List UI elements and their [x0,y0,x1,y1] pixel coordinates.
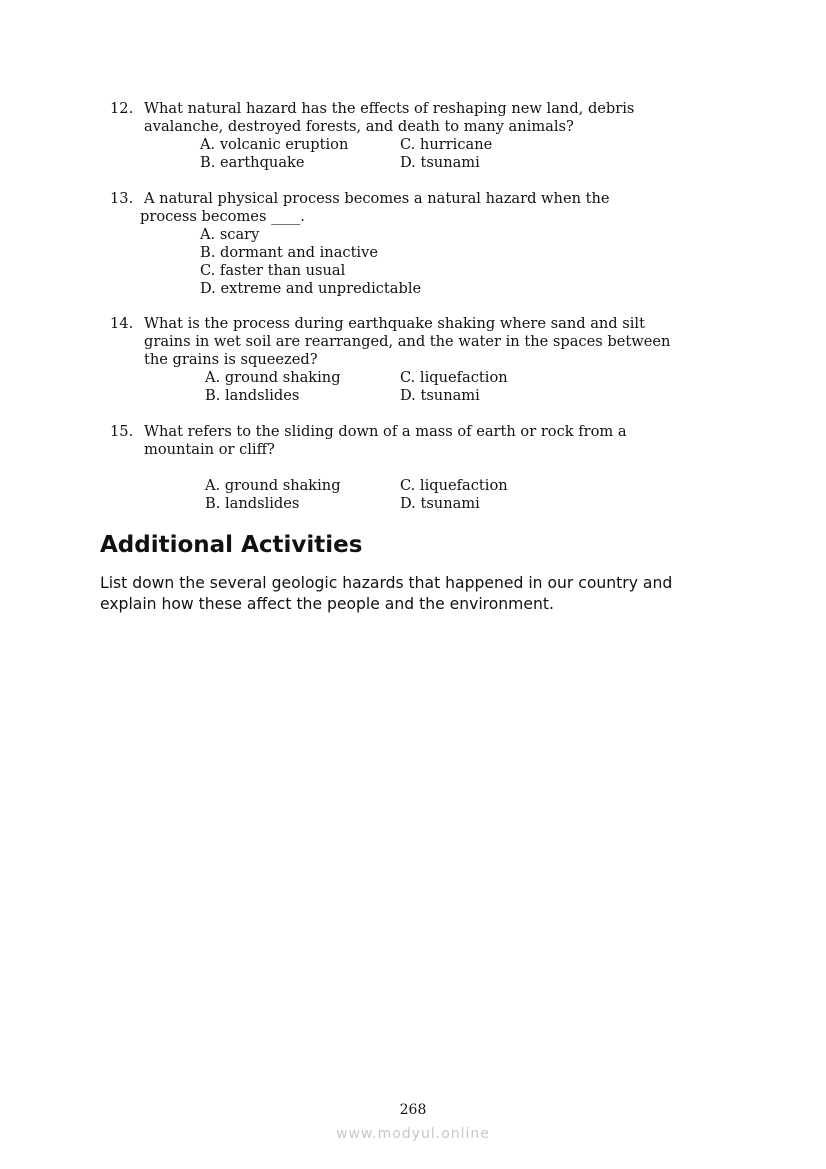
question-14 [110,315,710,369]
option-c: C. faster than usual [200,262,346,279]
option-d: D. tsunami [400,387,480,404]
question-number: 15. [110,423,134,440]
option-c: C. liquefaction [400,369,508,386]
option-b: B. landslides [205,495,300,512]
question-text-line: process becomes ____. [140,208,305,225]
watermark: www.modyul.online [336,1126,490,1142]
option-d: D. extreme and unpredictable [200,280,422,297]
question-text-line: What natural hazard has the effects of reshaping new land, debris [144,100,635,117]
page-number: 268 [399,1102,427,1118]
option-b: B. dormant and inactive [200,244,378,261]
section-heading: Additional Activities [100,532,363,558]
question-text-line: What refers to the sliding down of a mass of earth or rock from a [144,423,627,440]
option-a: A. volcanic eruption [200,136,349,153]
question-text-line: mountain or cliff? [144,441,275,458]
question-text-line: avalanche, destroyed forests, and death to many animals? [144,118,574,135]
question-number: 12. [110,100,134,117]
question-number: 13. [110,190,134,207]
option-a: A. ground shaking [205,477,341,494]
option-c: C. liquefaction [400,477,508,494]
question-text-line: A natural physical process becomes a natural hazard when the [144,190,610,207]
question-text-line: grains in wet soil are rearranged, and the water in the spaces between [144,333,671,350]
question-13 [110,190,710,226]
instruction-line: explain how these affect the people and the environment. [100,595,554,613]
option-b: B. landslides [205,387,300,404]
option-a: A. ground shaking [205,369,341,386]
option-d: D. tsunami [400,154,480,171]
question-15 [110,423,710,459]
instruction-line: List down the several geologic hazards that happened in our country and [100,574,673,592]
option-c: C. hurricane [400,136,493,153]
question-number: 14. [110,315,134,332]
option-d: D. tsunami [400,495,480,512]
question-text-line: What is the process during earthquake shaking where sand and silt [144,315,645,332]
question-text-line: the grains is squeezed? [144,351,318,368]
option-b: B. earthquake [200,154,305,171]
option-a: A. scary [200,226,260,243]
